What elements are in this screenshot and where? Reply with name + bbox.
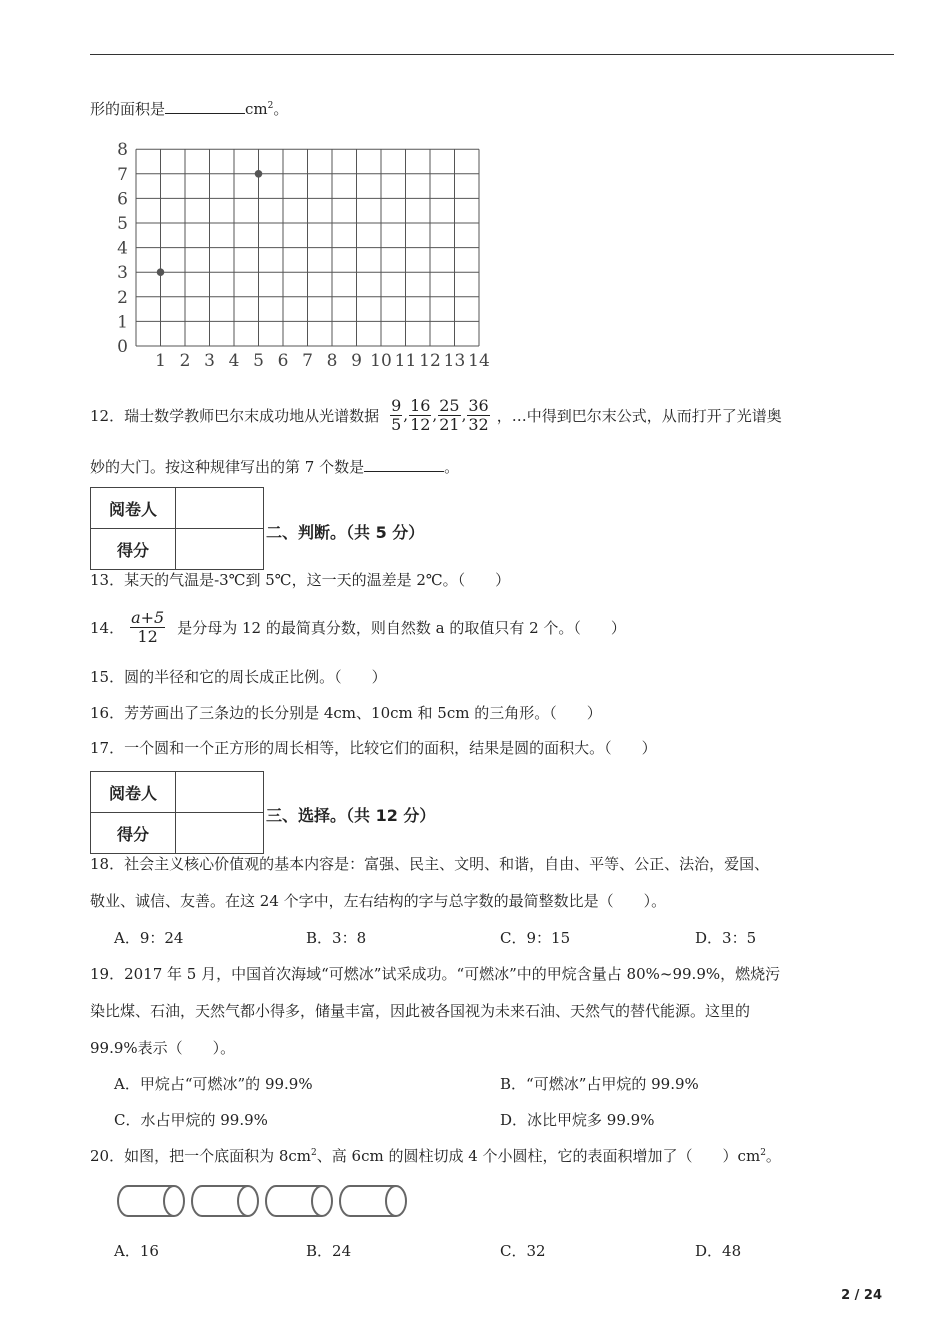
score-label: 得分 xyxy=(91,813,176,854)
x-tick-label: 4 xyxy=(228,351,240,370)
cylinder-1 xyxy=(118,1186,184,1216)
score-cell[interactable] xyxy=(176,813,264,854)
x-tick-label: 6 xyxy=(277,351,289,370)
grid-point xyxy=(157,268,165,276)
question-12-line2: 妙的大门。按这种规律写出的第 7 个数是 。 xyxy=(90,458,460,476)
y-tick-label: 6 xyxy=(117,189,128,210)
cylinders-figure xyxy=(114,1184,414,1220)
option-19-b[interactable]: B．“可燃冰”占甲烷的 99.9% xyxy=(500,1075,699,1093)
x-tick-label: 1 xyxy=(155,351,166,370)
option-19-d[interactable]: D．冰比甲烷多 99.9% xyxy=(500,1111,655,1129)
x-tick-label: 3 xyxy=(204,351,215,370)
reviewer-cell[interactable] xyxy=(176,772,264,813)
question-16: 16．芳芳画出了三条边的长分别是 4cm、10cm 和 5cm 的三角形。（ ） xyxy=(90,704,602,722)
x-tick-label: 14 xyxy=(468,351,490,370)
x-tick-label: 7 xyxy=(302,351,313,370)
y-tick-label: 4 xyxy=(117,238,128,259)
reviewer-cell[interactable] xyxy=(176,488,264,529)
coordinate-grid xyxy=(110,138,510,370)
cylinder-2 xyxy=(192,1186,258,1216)
question-19-line3: 99.9%表示（ ）。 xyxy=(90,1039,236,1057)
grid-point xyxy=(255,170,263,178)
x-tick-label: 2 xyxy=(179,351,191,370)
y-tick-label: 1 xyxy=(117,312,128,333)
x-tick-label: 5 xyxy=(253,351,264,370)
x-tick-label: 10 xyxy=(370,351,392,370)
cylinder-4 xyxy=(340,1186,406,1216)
x-tick-label: 11 xyxy=(394,351,417,370)
y-tick-label: 5 xyxy=(117,214,128,234)
option-19-c[interactable]: C．水占甲烷的 99.9% xyxy=(114,1111,268,1129)
question-14: 14． $\frac{a+5}{12}$ 是分母为 12 的最简真分数，则自然数 a 的取值只有 2 个。（ ） xyxy=(90,607,626,646)
fraction-2: $\frac{16}{12}$ xyxy=(410,395,431,434)
answer-blank[interactable] xyxy=(165,99,245,114)
option-18-c[interactable]: C．9：15 xyxy=(500,929,571,947)
header-rule xyxy=(90,54,894,55)
question-15: 15．圆的半径和它的周长成正比例。（ ） xyxy=(90,668,387,686)
question-19-line1: 19．2017 年 5 月，中国首次海域“可燃冰”试采成功。“可燃冰”中的甲烷含量占 80%~99.9%，燃烧污 xyxy=(90,965,781,983)
page-number: 2 / 24 xyxy=(841,1288,882,1303)
question-18-line1: 18．社会主义核心价值观的基本内容是：富强、民主、文明、和谐，自由、平等、公正、法治，爱国、 xyxy=(90,855,770,873)
option-20-b[interactable]: B．24 xyxy=(306,1242,352,1260)
cylinder-3 xyxy=(266,1186,332,1216)
question-20: 20．如图，把一个底面积为 $8cm^2$、高 6cm 的圆柱切成 4 个小圆柱，它的表面积增加了（ ）$cm^2$。 xyxy=(90,1147,781,1165)
question-17: 17．一个圆和一个正方形的周长相等，比较它们的面积，结果是圆的面积大。（ ） xyxy=(90,739,657,757)
x-tick-label: 9 xyxy=(351,351,362,370)
option-20-a[interactable]: A．16 xyxy=(114,1242,159,1260)
fraction-1: $\frac{9}{5}$ xyxy=(391,395,402,434)
option-18-a[interactable]: A．9：24 xyxy=(114,929,184,947)
score-table xyxy=(90,487,264,570)
option-20-c[interactable]: C．32 xyxy=(500,1242,546,1260)
question-18-line2: 敬业、诚信、友善。在这 24 个字中，左右结构的字与总字数的最简整数比是（ ）。 xyxy=(90,892,667,910)
question-19-line2: 染比煤、石油，天然气都小得多，储量丰富，因此被各国视为未来石油、天然气的替代能源。这里的 xyxy=(90,1002,751,1020)
section-2-title: 二、判断。（共 5 分） xyxy=(266,523,425,542)
fraction-3: $\frac{25}{21}$ xyxy=(439,395,460,434)
y-tick-label: 0 xyxy=(117,337,128,357)
x-tick-label: 8 xyxy=(326,351,338,370)
score-cell[interactable] xyxy=(176,529,264,570)
score-table xyxy=(90,771,264,854)
reviewer-label: 阅卷人 xyxy=(91,772,176,813)
fraction-4: $\frac{36}{32}$ xyxy=(468,395,489,434)
answer-blank[interactable] xyxy=(364,457,444,472)
option-18-b[interactable]: B．3：8 xyxy=(306,929,367,947)
question-13: 13．某天的气温是-3℃到 5℃，这一天的温差是 2℃。（ ） xyxy=(90,571,511,589)
question-12: 12．瑞士数学教师巴尔末成功地从光谱数据 $\frac{9}{5}$ , $\frac{16}{12}$ , $\frac{25}{21}$ , $\frac{36}{32}$ ，…中得到巴尔末公式，从而打开了光谱奥 xyxy=(90,395,782,434)
y-tick-label: 3 xyxy=(117,263,128,284)
fraction-a-plus-5: $\frac{a+5}{12}$ xyxy=(131,607,165,646)
y-tick-label: 8 xyxy=(117,140,128,161)
reviewer-label: 阅卷人 xyxy=(91,488,176,529)
option-19-a[interactable]: A．甲烷占“可燃冰”的 99.9% xyxy=(114,1075,313,1093)
y-tick-label: 2 xyxy=(117,287,128,308)
y-tick-label: 7 xyxy=(117,164,128,185)
section-3-title: 三、选择。（共 12 分） xyxy=(266,806,436,825)
option-20-d[interactable]: D．48 xyxy=(695,1242,742,1260)
area-question-tail: 形的面积是 $cm^2$。 xyxy=(90,100,289,118)
score-label: 得分 xyxy=(91,529,176,570)
x-tick-label: 12 xyxy=(419,351,441,370)
option-18-d[interactable]: D．3：5 xyxy=(695,929,757,947)
x-tick-label: 13 xyxy=(443,351,466,370)
